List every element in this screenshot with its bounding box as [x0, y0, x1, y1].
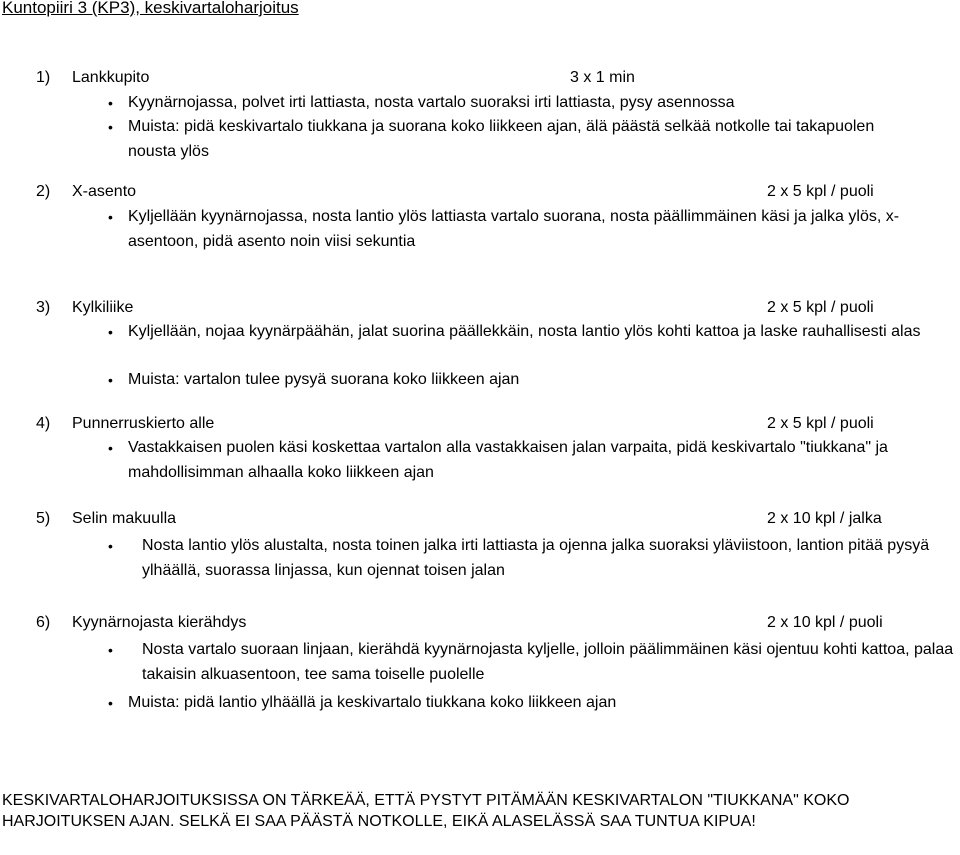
exercise-number: 4): [36, 415, 51, 432]
exercise-6-header: [36, 613, 916, 633]
bullet-text: Kyljellään kyynärnojassa, nosta lantio ylös lattiasta vartalo suorana, nosta päällimmäinen käsi ja jalka ylös, x-asentoon, pidä asento noin viisi sekuntia: [128, 208, 900, 250]
bullet-text: Muista: vartalon tulee pysyä suorana koko liikkeen ajan: [128, 371, 520, 388]
bullet-text: Muista: pidä keskivartalo tiukkana ja suorana koko liikkeen ajan, älä päästä selkää notkolle tai takapuolen nousta ylös: [128, 118, 875, 160]
bullet-text: Kyljellään, nojaa kyynärpäähän, jalat suorina päällekkäin, nosta lantio ylös kohti kattoa ja laske rauhallisesti alas: [128, 323, 921, 340]
bullet-text: Nosta vartalo suoraan linjaan, kierähdä kyynärnojasta kyljelle, jolloin päälimmäinen käsi ojentuu kohti kattoa, palaa takaisin alkuasentoon, tee sama toiselle puolelle: [142, 641, 954, 683]
bullet-icon: •: [108, 695, 113, 711]
exercise-4-header: [36, 414, 906, 434]
bullet-icon: •: [108, 209, 113, 225]
bullet-text: Vastakkaisen puolen käsi koskettaa vartalon alla vastakkaisen jalan varpaita, pidä keskivartalo "tiukkana" ja mahdollisimman alhaalla koko liikkeen ajan: [128, 439, 888, 481]
exercise-number: 1): [36, 69, 51, 86]
exercise-number: 5): [36, 510, 51, 527]
bullet-text: Muista: pidä lantio ylhäällä ja keskivartalo tiukkana koko liikkeen ajan: [128, 694, 617, 711]
exercise-3-bullet-1: [108, 320, 953, 345]
exercise-2-header: [36, 182, 906, 202]
exercise-dose: 2 x 5 kpl / puoli: [767, 415, 874, 432]
bullet-icon: •: [108, 440, 113, 456]
bullet-icon: •: [108, 538, 113, 554]
exercise-4-bullet-1: [108, 436, 953, 485]
exercise-1-header: [36, 68, 886, 88]
exercise-1-bullet-1: [108, 91, 928, 116]
exercise-name: Selin makuulla: [72, 510, 177, 527]
page-title: Kuntopiiri 3 (KP3), keskivartaloharjoitus: [2, 0, 299, 17]
exercise-dose: 2 x 10 kpl / puoli: [767, 614, 883, 631]
bullet-icon: •: [108, 324, 113, 340]
bullet-icon: •: [108, 642, 113, 658]
exercise-number: 6): [36, 614, 51, 631]
exercise-dose: 2 x 5 kpl / puoli: [767, 299, 874, 316]
bullet-icon: •: [108, 95, 113, 111]
exercise-2-bullet-1: [108, 205, 956, 254]
exercise-dose: 3 x 1 min: [570, 69, 635, 86]
exercise-6-bullet-2: [108, 691, 928, 716]
exercise-number: 2): [36, 183, 51, 200]
footer-warning: KESKIVARTALOHARJOITUKSISSA ON TÄRKEÄÄ, ETTÄ PYSTYT PITÄMÄÄN KESKIVARTALON "TIUKKANA" KOKO HARJOITUKSEN AJAN. SELKÄ EI SAA PÄÄSTÄ NOTKOLLE, EIKÄ ALASELÄSSÄ SAA TUNTUA KIPUA!: [2, 792, 850, 830]
exercise-number: 3): [36, 299, 51, 316]
exercise-name: Kyynärnojasta kierähdys: [72, 614, 247, 631]
exercise-3-header: [36, 298, 906, 318]
bullet-icon: •: [108, 372, 113, 388]
exercise-5-bullet-1: [108, 534, 942, 583]
exercise-1-bullet-2: [108, 115, 898, 164]
bullet-text: Kyynärnojassa, polvet irti lattiasta, nosta vartalo suoraksi irti lattiasta, pysy asennossa: [128, 94, 735, 111]
exercise-name: Lankkupito: [72, 69, 150, 86]
exercise-name: X-asento: [72, 183, 137, 200]
bullet-text: Nosta lantio ylös alustalta, nosta toinen jalka irti lattiasta ja ojenna jalka suoraksi yläviistoon, lantion pitää pysyä ylhäällä, suorassa linjassa, kun ojennat toisen jalan: [142, 537, 930, 579]
exercise-name: Punnerruskierto alle: [72, 415, 215, 432]
exercise-name: Kylkiliike: [72, 299, 134, 316]
exercise-dose: 2 x 5 kpl / puoli: [767, 183, 874, 200]
exercise-5-header: [36, 509, 916, 529]
exercise-dose: 2 x 10 kpl / jalka: [767, 510, 882, 527]
exercise-6-bullet-1: [108, 638, 960, 687]
exercise-3-bullet-2: [108, 368, 928, 393]
bullet-icon: •: [108, 119, 113, 135]
